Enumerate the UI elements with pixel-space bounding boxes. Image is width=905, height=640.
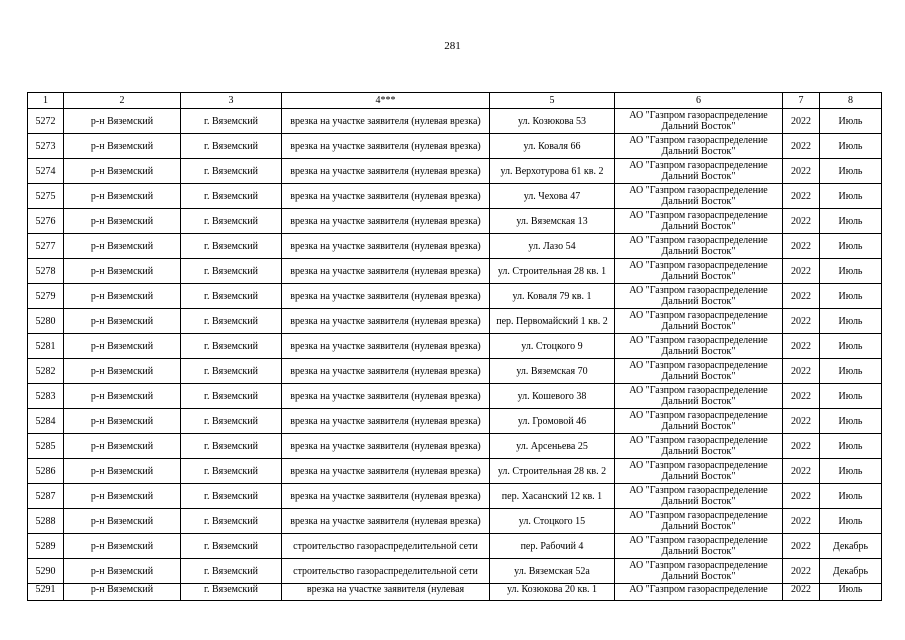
cell-work-type: врезка на участке заявителя (нулевая врезка) xyxy=(282,384,490,409)
cell-year: 2022 xyxy=(783,159,820,184)
cell-work-type: строительство газораспределительной сети xyxy=(282,559,490,584)
cell-city: г. Вяземский xyxy=(181,559,282,584)
table-header-row xyxy=(28,93,882,109)
table-row xyxy=(28,309,882,334)
cell-organization: АО "Газпром газораспределение Дальний Восток" xyxy=(615,159,783,184)
cell-address: ул. Вяземская 13 xyxy=(490,209,615,234)
cell-year: 2022 xyxy=(783,534,820,559)
cell-address: ул. Чехова 47 xyxy=(490,184,615,209)
cell-city: г. Вяземский xyxy=(181,534,282,559)
cell-district: р-н Вяземский xyxy=(64,459,181,484)
cell-month: Июль xyxy=(820,584,882,601)
cell-year: 2022 xyxy=(783,384,820,409)
cell-city: г. Вяземский xyxy=(181,234,282,259)
cell-row-number: 5273 xyxy=(28,134,64,159)
cell-organization: АО "Газпром газораспределение Дальний Восток" xyxy=(615,509,783,534)
cell-work-type: врезка на участке заявителя (нулевая врезка) xyxy=(282,109,490,134)
cell-organization: АО "Газпром газораспределение Дальний Восток" xyxy=(615,359,783,384)
cell-district: р-н Вяземский xyxy=(64,509,181,534)
column-header-work-type: 4*** xyxy=(282,93,490,109)
cell-address: ул. Верхотурова 61 кв. 2 xyxy=(490,159,615,184)
cell-work-type: врезка на участке заявителя (нулевая врезка) xyxy=(282,334,490,359)
column-header-month: 8 xyxy=(820,93,882,109)
cell-address: ул. Вяземская 52а xyxy=(490,559,615,584)
cell-year: 2022 xyxy=(783,484,820,509)
cell-month: Июль xyxy=(820,359,882,384)
cell-address: ул. Лазо 54 xyxy=(490,234,615,259)
cell-address: пер. Хасанский 12 кв. 1 xyxy=(490,484,615,509)
cell-organization: АО "Газпром газораспределение Дальний Восток" xyxy=(615,184,783,209)
cell-month: Декабрь xyxy=(820,559,882,584)
cell-address: ул. Коваля 66 xyxy=(490,134,615,159)
cell-year: 2022 xyxy=(783,459,820,484)
cell-work-type: врезка на участке заявителя (нулевая врезка) xyxy=(282,309,490,334)
cell-district: р-н Вяземский xyxy=(64,559,181,584)
table-row xyxy=(28,159,882,184)
cell-work-type: строительство газораспределительной сети xyxy=(282,534,490,559)
cell-district: р-н Вяземский xyxy=(64,159,181,184)
cell-year: 2022 xyxy=(783,184,820,209)
cell-city: г. Вяземский xyxy=(181,484,282,509)
cell-work-type: врезка на участке заявителя (нулевая врезка) xyxy=(282,359,490,384)
cell-year: 2022 xyxy=(783,509,820,534)
cell-city: г. Вяземский xyxy=(181,134,282,159)
cell-year: 2022 xyxy=(783,584,820,601)
cell-work-type: врезка на участке заявителя (нулевая врезка) xyxy=(282,134,490,159)
cell-work-type: врезка на участке заявителя (нулевая врезка) xyxy=(282,259,490,284)
table-row xyxy=(28,209,882,234)
cell-district: р-н Вяземский xyxy=(64,384,181,409)
cell-city: г. Вяземский xyxy=(181,509,282,534)
cell-month: Июль xyxy=(820,434,882,459)
cell-year: 2022 xyxy=(783,234,820,259)
cell-district: р-н Вяземский xyxy=(64,134,181,159)
cell-month: Июль xyxy=(820,334,882,359)
table-row xyxy=(28,109,882,134)
table-row xyxy=(28,434,882,459)
cell-address: ул. Коваля 79 кв. 1 xyxy=(490,284,615,309)
table-body xyxy=(28,109,882,601)
cell-city: г. Вяземский xyxy=(181,284,282,309)
cell-row-number: 5287 xyxy=(28,484,64,509)
table-row xyxy=(28,334,882,359)
table-row xyxy=(28,284,882,309)
cell-city: г. Вяземский xyxy=(181,334,282,359)
cell-address: ул. Вяземская 70 xyxy=(490,359,615,384)
table-row xyxy=(28,534,882,559)
cell-address: ул. Строительная 28 кв. 1 xyxy=(490,259,615,284)
cell-district: р-н Вяземский xyxy=(64,584,181,601)
cell-work-type: врезка на участке заявителя (нулевая врезка) xyxy=(282,409,490,434)
cell-month: Июль xyxy=(820,259,882,284)
cell-city: г. Вяземский xyxy=(181,259,282,284)
table-row xyxy=(28,409,882,434)
cell-month: Июль xyxy=(820,134,882,159)
cell-city: г. Вяземский xyxy=(181,359,282,384)
table-row xyxy=(28,584,882,601)
cell-work-type: врезка на участке заявителя (нулевая врезка) xyxy=(282,184,490,209)
cell-address: ул. Громовой 46 xyxy=(490,409,615,434)
cell-address: ул. Козюкова 20 кв. 1 xyxy=(490,584,615,601)
cell-city: г. Вяземский xyxy=(181,384,282,409)
cell-district: р-н Вяземский xyxy=(64,359,181,384)
cell-district: р-н Вяземский xyxy=(64,434,181,459)
column-header-organization: 6 xyxy=(615,93,783,109)
cell-district: р-н Вяземский xyxy=(64,534,181,559)
table-row xyxy=(28,234,882,259)
table-row xyxy=(28,359,882,384)
cell-address: пер. Первомайский 1 кв. 2 xyxy=(490,309,615,334)
cell-year: 2022 xyxy=(783,359,820,384)
registry-table xyxy=(27,92,882,601)
table-row xyxy=(28,509,882,534)
column-header-year: 7 xyxy=(783,93,820,109)
cell-row-number: 5281 xyxy=(28,334,64,359)
cell-organization: АО "Газпром газораспределение Дальний Восток" xyxy=(615,384,783,409)
cell-work-type: врезка на участке заявителя (нулевая врезка) xyxy=(282,209,490,234)
table-row xyxy=(28,484,882,509)
table-row xyxy=(28,259,882,284)
cell-row-number: 5276 xyxy=(28,209,64,234)
cell-year: 2022 xyxy=(783,109,820,134)
cell-organization: АО "Газпром газораспределение Дальний Восток" xyxy=(615,559,783,584)
column-header-row-number: 1 xyxy=(28,93,64,109)
cell-work-type: врезка на участке заявителя (нулевая врезка) xyxy=(282,234,490,259)
cell-month: Июль xyxy=(820,159,882,184)
cell-organization: АО "Газпром газораспределение Дальний Восток" xyxy=(615,209,783,234)
cell-row-number: 5290 xyxy=(28,559,64,584)
cell-city: г. Вяземский xyxy=(181,109,282,134)
cell-year: 2022 xyxy=(783,209,820,234)
cell-organization: АО "Газпром газораспределение Дальний Восток" xyxy=(615,459,783,484)
cell-district: р-н Вяземский xyxy=(64,184,181,209)
cell-year: 2022 xyxy=(783,334,820,359)
cell-city: г. Вяземский xyxy=(181,184,282,209)
cell-city: г. Вяземский xyxy=(181,584,282,601)
cell-row-number: 5278 xyxy=(28,259,64,284)
cell-city: г. Вяземский xyxy=(181,209,282,234)
cell-work-type: врезка на участке заявителя (нулевая врезка) xyxy=(282,484,490,509)
cell-year: 2022 xyxy=(783,284,820,309)
cell-row-number: 5282 xyxy=(28,359,64,384)
column-header-address: 5 xyxy=(490,93,615,109)
cell-district: р-н Вяземский xyxy=(64,109,181,134)
cell-row-number: 5277 xyxy=(28,234,64,259)
cell-city: г. Вяземский xyxy=(181,159,282,184)
cell-address: ул. Арсеньева 25 xyxy=(490,434,615,459)
cell-year: 2022 xyxy=(783,559,820,584)
page-number: 281 xyxy=(444,40,461,52)
cell-year: 2022 xyxy=(783,309,820,334)
cell-address: ул. Кошевого 38 xyxy=(490,384,615,409)
cell-row-number: 5284 xyxy=(28,409,64,434)
cell-row-number: 5289 xyxy=(28,534,64,559)
cell-city: г. Вяземский xyxy=(181,434,282,459)
cell-year: 2022 xyxy=(783,259,820,284)
cell-organization: АО "Газпром газораспределение Дальний Восток" xyxy=(615,109,783,134)
cell-month: Июль xyxy=(820,459,882,484)
cell-month: Июль xyxy=(820,109,882,134)
cell-row-number: 5291 xyxy=(28,584,64,601)
cell-month: Июль xyxy=(820,284,882,309)
cell-organization: АО "Газпром газораспределение Дальний Восток" xyxy=(615,259,783,284)
cell-row-number: 5286 xyxy=(28,459,64,484)
table-row xyxy=(28,459,882,484)
cell-organization: АО "Газпром газораспределение Дальний Восток" xyxy=(615,484,783,509)
cell-district: р-н Вяземский xyxy=(64,409,181,434)
column-header-district: 2 xyxy=(64,93,181,109)
cell-district: р-н Вяземский xyxy=(64,334,181,359)
cell-address: ул. Козюкова 53 xyxy=(490,109,615,134)
table-row xyxy=(28,384,882,409)
cell-row-number: 5272 xyxy=(28,109,64,134)
cell-work-type: врезка на участке заявителя (нулевая врезка) xyxy=(282,159,490,184)
cell-work-type: врезка на участке заявителя (нулевая xyxy=(282,584,490,601)
cell-organization: АО "Газпром газораспределение Дальний Восток" xyxy=(615,234,783,259)
column-header-city: 3 xyxy=(181,93,282,109)
cell-address: пер. Рабочий 4 xyxy=(490,534,615,559)
cell-city: г. Вяземский xyxy=(181,459,282,484)
cell-work-type: врезка на участке заявителя (нулевая врезка) xyxy=(282,434,490,459)
cell-month: Декабрь xyxy=(820,534,882,559)
cell-month: Июль xyxy=(820,184,882,209)
cell-district: р-н Вяземский xyxy=(64,484,181,509)
cell-district: р-н Вяземский xyxy=(64,234,181,259)
cell-work-type: врезка на участке заявителя (нулевая врезка) xyxy=(282,509,490,534)
cell-row-number: 5285 xyxy=(28,434,64,459)
cell-month: Июль xyxy=(820,209,882,234)
cell-row-number: 5279 xyxy=(28,284,64,309)
cell-address: ул. Стоцкого 9 xyxy=(490,334,615,359)
cell-year: 2022 xyxy=(783,434,820,459)
cell-address: ул. Строительная 28 кв. 2 xyxy=(490,459,615,484)
cell-month: Июль xyxy=(820,234,882,259)
cell-year: 2022 xyxy=(783,134,820,159)
cell-city: г. Вяземский xyxy=(181,309,282,334)
cell-work-type: врезка на участке заявителя (нулевая врезка) xyxy=(282,284,490,309)
cell-city: г. Вяземский xyxy=(181,409,282,434)
cell-year: 2022 xyxy=(783,409,820,434)
cell-organization: АО "Газпром газораспределение Дальний Восток" xyxy=(615,284,783,309)
cell-row-number: 5280 xyxy=(28,309,64,334)
cell-organization: АО "Газпром газораспределение Дальний Восток" xyxy=(615,309,783,334)
cell-month: Июль xyxy=(820,384,882,409)
cell-organization: АО "Газпром газораспределение Дальний Восток" xyxy=(615,534,783,559)
table-row xyxy=(28,134,882,159)
cell-work-type: врезка на участке заявителя (нулевая врезка) xyxy=(282,459,490,484)
table-row xyxy=(28,559,882,584)
cell-month: Июль xyxy=(820,409,882,434)
cell-organization: АО "Газпром газораспределение Дальний Восток" xyxy=(615,434,783,459)
cell-organization: АО "Газпром газораспределение Дальний Восток" xyxy=(615,334,783,359)
cell-organization: АО "Газпром газораспределение Дальний Восток" xyxy=(615,134,783,159)
cell-organization: АО "Газпром газораспределение Дальний Восток" xyxy=(615,409,783,434)
cell-row-number: 5275 xyxy=(28,184,64,209)
cell-month: Июль xyxy=(820,484,882,509)
cell-row-number: 5274 xyxy=(28,159,64,184)
cell-district: р-н Вяземский xyxy=(64,284,181,309)
cell-district: р-н Вяземский xyxy=(64,259,181,284)
cell-district: р-н Вяземский xyxy=(64,209,181,234)
cell-organization: АО "Газпром газораспределение xyxy=(615,584,783,601)
cell-district: р-н Вяземский xyxy=(64,309,181,334)
cell-month: Июль xyxy=(820,509,882,534)
cell-row-number: 5288 xyxy=(28,509,64,534)
cell-month: Июль xyxy=(820,309,882,334)
table-row xyxy=(28,184,882,209)
cell-row-number: 5283 xyxy=(28,384,64,409)
cell-address: ул. Стоцкого 15 xyxy=(490,509,615,534)
